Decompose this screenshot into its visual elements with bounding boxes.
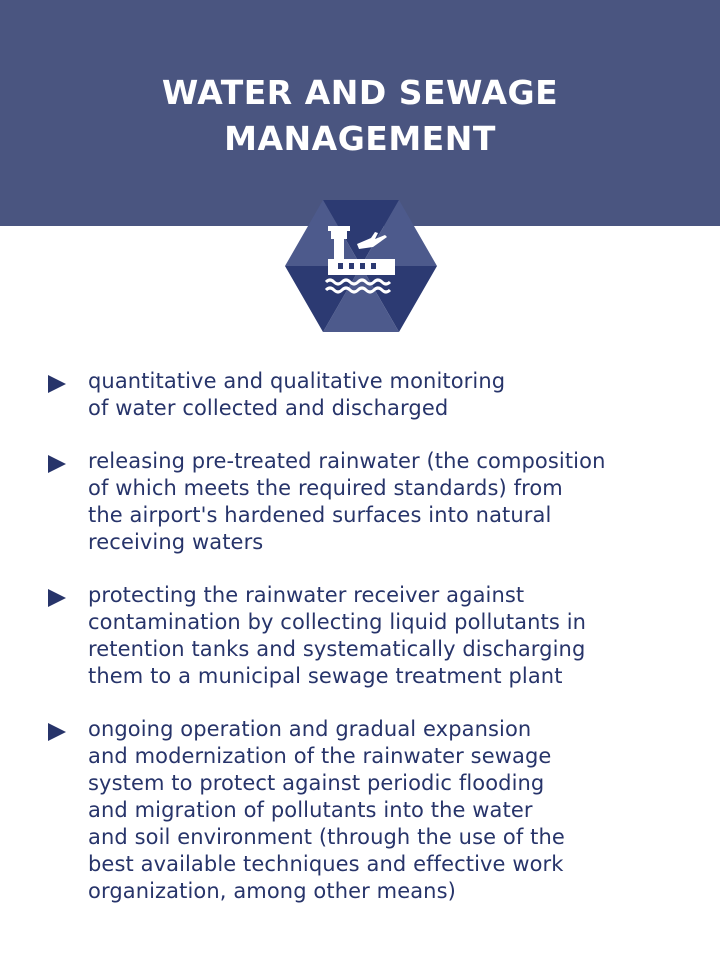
list-item-line: and migration of pollutants into the water (88, 798, 533, 822)
list-item (46, 716, 676, 905)
list-item-line: best available techniques and effective work (88, 852, 564, 876)
airport-water-icon (285, 200, 437, 332)
triangle-bullet-icon (48, 589, 66, 607)
page-title (0, 70, 720, 162)
list-item-line: contamination by collecting liquid pollutants in (88, 610, 587, 634)
list-item-line: and soil environment (through the use of the (88, 825, 565, 849)
airport-water-badge (285, 200, 437, 332)
list-item-line: retention tanks and systematically discharging (88, 637, 586, 661)
list-item-line: and modernization of the rainwater sewage (88, 744, 552, 768)
list-item-text (88, 582, 676, 690)
list-item-text (88, 368, 676, 422)
list-item-line: the airport's hardened surfaces into natural (88, 503, 552, 527)
list-item-text (88, 716, 676, 905)
list-item-line: receiving waters (88, 530, 264, 554)
list-item-line: ongoing operation and gradual expansion (88, 717, 532, 741)
list-item-line: protecting the rainwater receiver against (88, 583, 525, 607)
list-item-line: system to protect against periodic flooding (88, 771, 545, 795)
list-item (46, 448, 676, 556)
list-item-line: organization, among other means) (88, 879, 456, 903)
bullet-list (46, 368, 676, 931)
list-item-line: quantitative and qualitative monitoring (88, 369, 506, 393)
list-item-line: them to a municipal sewage treatment plant (88, 664, 563, 688)
list-item (46, 368, 676, 422)
list-item-line: of water collected and discharged (88, 396, 449, 420)
list-item-line: of which meets the required standards) from (88, 476, 563, 500)
triangle-bullet-icon (48, 723, 66, 741)
page-title-line-2: MANAGEMENT (224, 119, 496, 158)
page-title-line-1: WATER AND SEWAGE (161, 73, 559, 112)
list-item-line: releasing pre-treated rainwater (the composition (88, 449, 606, 473)
triangle-bullet-icon (48, 375, 66, 393)
list-item (46, 582, 676, 690)
list-item-text (88, 448, 676, 556)
header-banner (0, 0, 720, 226)
triangle-bullet-icon (48, 455, 66, 473)
